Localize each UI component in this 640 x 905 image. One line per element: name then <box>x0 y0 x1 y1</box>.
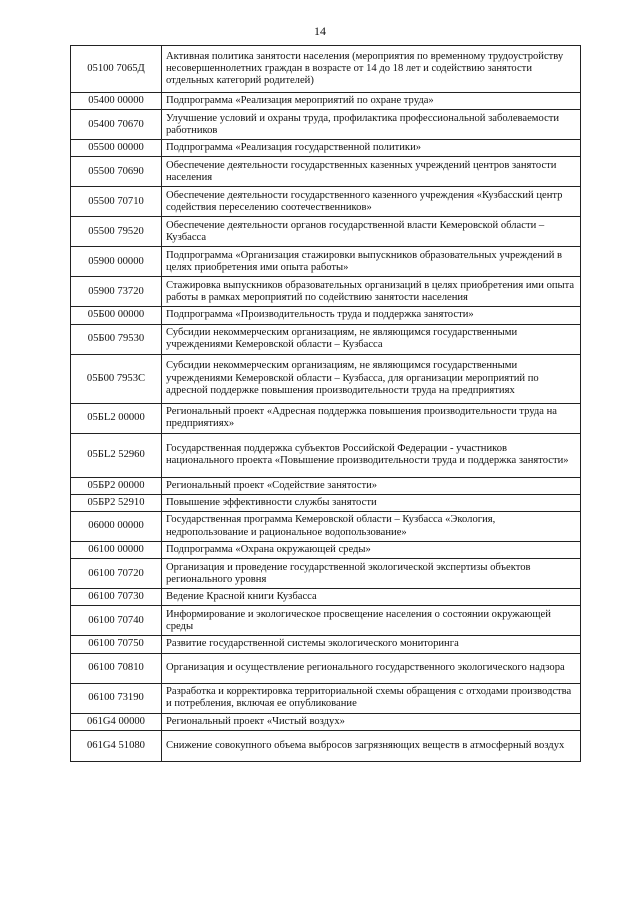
description-cell: Повышение эффективности службы занятости <box>162 494 581 511</box>
table-row <box>71 683 581 713</box>
budget-code-cell: 06100 70740 <box>71 606 162 636</box>
table-row <box>71 307 581 324</box>
budget-code-cell: 06100 70730 <box>71 589 162 606</box>
table-row <box>71 46 581 93</box>
budget-code-cell: 06000 00000 <box>71 512 162 542</box>
budget-code-cell: 05Б00 7953С <box>71 354 162 403</box>
description-cell: Субсидии некоммерческим организациям, не являющимся государственными учреждениями Кемеровской области – Кузбасса <box>162 324 581 354</box>
description-cell: Обеспечение деятельности государственного казенного учреждения «Кузбасский центр содействия переселению соотечественников» <box>162 187 581 217</box>
budget-code-cell: 06100 73190 <box>71 683 162 713</box>
description-cell: Стажировка выпускников образовательных организаций в целях приобретения ими опыта работы в рамках мероприятий по содействию занятости населения <box>162 277 581 307</box>
description-cell: Обеспечение деятельности государственных казенных учреждений центров занятости населения <box>162 157 581 187</box>
budget-code-cell: 061G4 51080 <box>71 730 162 761</box>
table-row <box>71 559 581 589</box>
budget-code-cell: 05Б00 79530 <box>71 324 162 354</box>
description-cell: Субсидии некоммерческим организациям, не являющимся государственными учреждениями Кемеровской области – Кузбасса, для организации мероприятий по адресной поддержке повышения производительности труда на предприятиях <box>162 354 581 403</box>
description-cell: Государственная поддержка субъектов Российской Федерации - участников национального проекта «Повышение производительности труда и поддержка занятости» <box>162 433 581 477</box>
table-row <box>71 110 581 140</box>
budget-code-cell: 05500 70690 <box>71 157 162 187</box>
table-row <box>71 93 581 110</box>
description-cell: Подпрограмма «Производительность труда и поддержка занятости» <box>162 307 581 324</box>
description-cell: Организация и осуществление регионального государственного экологического надзора <box>162 653 581 683</box>
description-cell: Региональный проект «Адресная поддержка повышения производительности труда на предприятиях» <box>162 403 581 433</box>
description-cell: Обеспечение деятельности органов государственной власти Кемеровской области – Кузбасса <box>162 217 581 247</box>
table-row <box>71 542 581 559</box>
table-row <box>71 606 581 636</box>
table-row <box>71 653 581 683</box>
table-row <box>71 217 581 247</box>
description-cell: Активная политика занятости населения (мероприятия по временному трудоустройству несовершеннолетних граждан в возрасте от 14 до 18 лет и содействию занятости отдельных категорий родителей) <box>162 46 581 93</box>
table-row <box>71 494 581 511</box>
budget-code-cell: 05400 00000 <box>71 93 162 110</box>
budget-code-cell: 06100 70810 <box>71 653 162 683</box>
table-row <box>71 636 581 653</box>
description-cell: Подпрограмма «Организация стажировки выпускников образовательных учреждений в целях приобретения ими опыта работы» <box>162 247 581 277</box>
page-number: 14 <box>314 24 326 38</box>
budget-code-cell: 05БР2 52910 <box>71 494 162 511</box>
table-row <box>71 277 581 307</box>
table-row <box>71 140 581 157</box>
description-cell: Подпрограмма «Реализация мероприятий по охране труда» <box>162 93 581 110</box>
budget-code-cell: 05400 70670 <box>71 110 162 140</box>
budget-code-cell: 06100 70750 <box>71 636 162 653</box>
table-body <box>71 46 581 762</box>
budget-code-cell: 06100 00000 <box>71 542 162 559</box>
table-row <box>71 433 581 477</box>
table-row <box>71 730 581 761</box>
budget-code-cell: 05900 00000 <box>71 247 162 277</box>
budget-code-cell: 05900 73720 <box>71 277 162 307</box>
budget-codes-table <box>70 45 581 762</box>
table-row <box>71 589 581 606</box>
budget-code-cell: 06100 70720 <box>71 559 162 589</box>
budget-code-cell: 05500 00000 <box>71 140 162 157</box>
table-row <box>71 187 581 217</box>
description-cell: Подпрограмма «Охрана окружающей среды» <box>162 542 581 559</box>
table-row <box>71 477 581 494</box>
description-cell: Региональный проект «Содействие занятости» <box>162 477 581 494</box>
budget-code-cell: 05500 70710 <box>71 187 162 217</box>
table-row <box>71 713 581 730</box>
budget-code-cell: 061G4 00000 <box>71 713 162 730</box>
description-cell: Подпрограмма «Реализация государственной политики» <box>162 140 581 157</box>
table-row <box>71 324 581 354</box>
description-cell: Государственная программа Кемеровской области – Кузбасса «Экология, недропользование и рациональное водопользование» <box>162 512 581 542</box>
description-cell: Информирование и экологическое просвещение населения о состоянии окружающей среды <box>162 606 581 636</box>
table-row <box>71 403 581 433</box>
table-row <box>71 512 581 542</box>
description-cell: Региональный проект «Чистый воздух» <box>162 713 581 730</box>
budget-code-cell: 05500 79520 <box>71 217 162 247</box>
table-row <box>71 354 581 403</box>
budget-code-cell: 05БL2 00000 <box>71 403 162 433</box>
description-cell: Снижение совокупного объема выбросов загрязняющих веществ в атмосферный воздух <box>162 730 581 761</box>
description-cell: Организация и проведение государственной экологической экспертизы объектов регионального уровня <box>162 559 581 589</box>
budget-code-cell: 05БР2 00000 <box>71 477 162 494</box>
description-cell: Развитие государственной системы экологического мониторинга <box>162 636 581 653</box>
budget-code-cell: 05100 7065Д <box>71 46 162 93</box>
description-cell: Разработка и корректировка территориальной схемы обращения с отходами производства и потребления, включая ее опубликование <box>162 683 581 713</box>
description-cell: Улучшение условий и охраны труда, профилактика профессиональной заболеваемости работников <box>162 110 581 140</box>
budget-code-cell: 05Б00 00000 <box>71 307 162 324</box>
description-cell: Ведение Красной книги Кузбасса <box>162 589 581 606</box>
budget-code-cell: 05БL2 52960 <box>71 433 162 477</box>
table-row <box>71 157 581 187</box>
table-row <box>71 247 581 277</box>
